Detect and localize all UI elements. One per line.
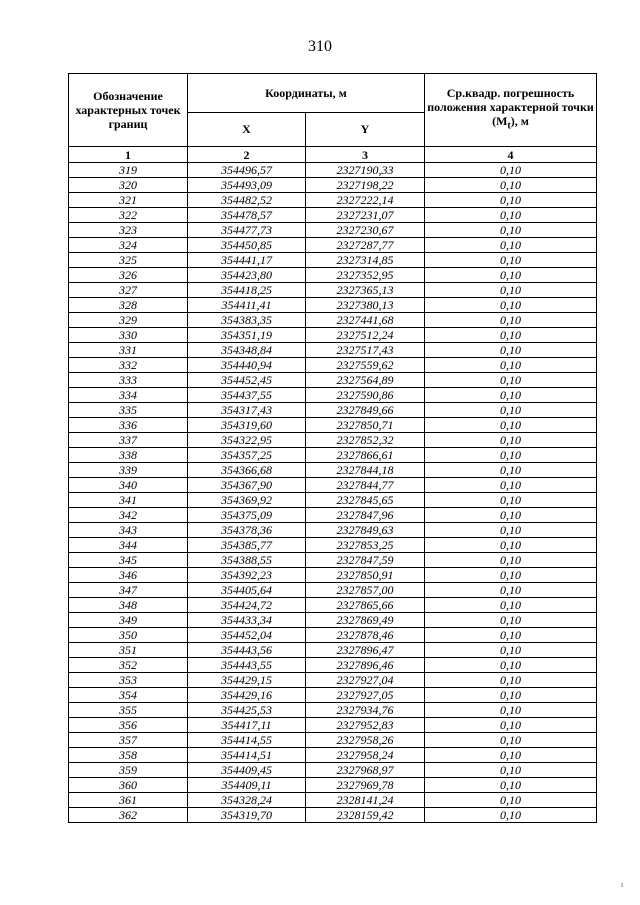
y-coordinate-cell: 2327314,85 [306, 253, 425, 268]
error-cell: 0,10 [425, 448, 597, 463]
y-coordinate-cell: 2327850,71 [306, 418, 425, 433]
error-cell: 0,10 [425, 703, 597, 718]
x-coordinate-cell: 354433,34 [188, 613, 306, 628]
y-coordinate-cell: 2327849,66 [306, 403, 425, 418]
point-number-cell: 328 [69, 298, 188, 313]
point-number-cell: 352 [69, 658, 188, 673]
table-row [69, 733, 597, 748]
error-cell: 0,10 [425, 283, 597, 298]
x-coordinate-cell: 354493,09 [188, 178, 306, 193]
y-coordinate-cell: 2327844,77 [306, 478, 425, 493]
table-row [69, 253, 597, 268]
y-coordinate-cell: 2327849,63 [306, 523, 425, 538]
error-cell: 0,10 [425, 808, 597, 823]
point-number-cell: 324 [69, 238, 188, 253]
table-row [69, 643, 597, 658]
error-cell: 0,10 [425, 553, 597, 568]
y-coordinate-cell: 2327352,95 [306, 268, 425, 283]
point-number-cell: 320 [69, 178, 188, 193]
coordinates-table [68, 73, 597, 823]
table-row [69, 493, 597, 508]
error-cell: 0,10 [425, 538, 597, 553]
x-coordinate-cell: 354411,41 [188, 298, 306, 313]
error-cell: 0,10 [425, 268, 597, 283]
y-coordinate-cell: 2327287,77 [306, 238, 425, 253]
table-row [69, 808, 597, 823]
point-number-cell: 361 [69, 793, 188, 808]
x-coordinate-cell: 354378,36 [188, 523, 306, 538]
x-coordinate-cell: 354482,52 [188, 193, 306, 208]
error-cell: 0,10 [425, 253, 597, 268]
table-row [69, 748, 597, 763]
x-coordinate-cell: 354351,19 [188, 328, 306, 343]
point-number-cell: 322 [69, 208, 188, 223]
y-coordinate-cell: 2327958,24 [306, 748, 425, 763]
error-cell: 0,10 [425, 658, 597, 673]
point-number-cell: 344 [69, 538, 188, 553]
x-coordinate-cell: 354423,80 [188, 268, 306, 283]
table-row [69, 628, 597, 643]
table-row [69, 163, 597, 178]
table-row [69, 613, 597, 628]
x-coordinate-cell: 354443,55 [188, 658, 306, 673]
x-coordinate-cell: 354369,92 [188, 493, 306, 508]
point-number-cell: 334 [69, 388, 188, 403]
error-cell: 0,10 [425, 388, 597, 403]
point-number-cell: 358 [69, 748, 188, 763]
error-cell: 0,10 [425, 328, 597, 343]
error-cell: 0,10 [425, 778, 597, 793]
y-coordinate-cell: 2327844,18 [306, 463, 425, 478]
table-row [69, 193, 597, 208]
x-coordinate-cell: 354409,11 [188, 778, 306, 793]
x-coordinate-cell: 354366,68 [188, 463, 306, 478]
point-number-cell: 351 [69, 643, 188, 658]
x-coordinate-cell: 354375,09 [188, 508, 306, 523]
x-coordinate-cell: 354496,57 [188, 163, 306, 178]
point-number-cell: 330 [69, 328, 188, 343]
column-number: 4 [425, 147, 597, 163]
table-row [69, 538, 597, 553]
y-coordinate-cell: 2327230,67 [306, 223, 425, 238]
error-cell: 0,10 [425, 418, 597, 433]
table-body [69, 163, 597, 823]
error-cell: 0,10 [425, 748, 597, 763]
table-row [69, 658, 597, 673]
point-number-cell: 329 [69, 313, 188, 328]
y-coordinate-cell: 2327934,76 [306, 703, 425, 718]
point-number-cell: 340 [69, 478, 188, 493]
coordinates-header: Координаты, м [188, 74, 425, 113]
x-coordinate-cell: 354385,77 [188, 538, 306, 553]
point-number-cell: 360 [69, 778, 188, 793]
x-coordinate-cell: 354322,95 [188, 433, 306, 448]
x-coordinate-cell: 354392,23 [188, 568, 306, 583]
edge-mark: ı [621, 880, 624, 889]
y-coordinate-cell: 2327896,47 [306, 643, 425, 658]
point-number-cell: 349 [69, 613, 188, 628]
x-coordinate-cell: 354417,11 [188, 718, 306, 733]
error-cell: 0,10 [425, 598, 597, 613]
x-coordinate-cell: 354478,57 [188, 208, 306, 223]
x-coordinate-cell: 354450,85 [188, 238, 306, 253]
x-coordinate-cell: 354452,45 [188, 373, 306, 388]
x-coordinate-cell: 354440,94 [188, 358, 306, 373]
error-cell: 0,10 [425, 358, 597, 373]
y-coordinate-cell: 2327857,00 [306, 583, 425, 598]
error-cell: 0,10 [425, 223, 597, 238]
x-coordinate-cell: 354429,15 [188, 673, 306, 688]
point-number-cell: 346 [69, 568, 188, 583]
error-cell: 0,10 [425, 568, 597, 583]
error-cell: 0,10 [425, 298, 597, 313]
point-number-cell: 319 [69, 163, 188, 178]
point-number-cell: 357 [69, 733, 188, 748]
error-cell: 0,10 [425, 523, 597, 538]
column-number: 1 [69, 147, 188, 163]
table-row [69, 268, 597, 283]
x-coordinate-cell: 354429,16 [188, 688, 306, 703]
x-header: X [188, 112, 306, 146]
y-coordinate-cell: 2327968,97 [306, 763, 425, 778]
y-coordinate-cell: 2327850,91 [306, 568, 425, 583]
y-coordinate-cell: 2327958,26 [306, 733, 425, 748]
x-coordinate-cell: 354414,55 [188, 733, 306, 748]
point-number-cell: 362 [69, 808, 188, 823]
table-row [69, 478, 597, 493]
error-cell: 0,10 [425, 733, 597, 748]
table-row [69, 403, 597, 418]
table-row [69, 523, 597, 538]
error-cell: 0,10 [425, 433, 597, 448]
x-coordinate-cell: 354414,51 [188, 748, 306, 763]
x-coordinate-cell: 354317,43 [188, 403, 306, 418]
y-coordinate-cell: 2328159,42 [306, 808, 425, 823]
point-number-cell: 335 [69, 403, 188, 418]
error-header-suffix: ), м [510, 114, 529, 129]
error-header-text: Ср.квадр. погрешность положения характерной точки (M [427, 86, 594, 129]
point-number-cell: 343 [69, 523, 188, 538]
point-number-cell: 341 [69, 493, 188, 508]
y-coordinate-cell: 2327847,96 [306, 508, 425, 523]
y-coordinate-cell: 2327847,59 [306, 553, 425, 568]
table-header [69, 74, 597, 163]
x-coordinate-cell: 354424,72 [188, 598, 306, 613]
error-cell: 0,10 [425, 763, 597, 778]
page-number: 310 [308, 38, 332, 55]
table-row [69, 553, 597, 568]
column-numbers-row [69, 147, 597, 163]
error-header-subscript: t [507, 120, 511, 132]
table-row [69, 508, 597, 523]
y-coordinate-cell: 2327852,32 [306, 433, 425, 448]
error-cell: 0,10 [425, 478, 597, 493]
y-coordinate-cell: 2328141,24 [306, 793, 425, 808]
point-number-cell: 326 [69, 268, 188, 283]
table-row [69, 223, 597, 238]
table-row [69, 418, 597, 433]
error-cell: 0,10 [425, 238, 597, 253]
x-coordinate-cell: 354425,53 [188, 703, 306, 718]
y-coordinate-cell: 2327865,66 [306, 598, 425, 613]
x-coordinate-cell: 354477,73 [188, 223, 306, 238]
error-cell: 0,10 [425, 493, 597, 508]
y-coordinate-cell: 2327853,25 [306, 538, 425, 553]
point-number-cell: 356 [69, 718, 188, 733]
table-row [69, 358, 597, 373]
point-number-cell: 353 [69, 673, 188, 688]
point-number-cell: 354 [69, 688, 188, 703]
y-coordinate-cell: 2327969,78 [306, 778, 425, 793]
point-number-cell: 338 [69, 448, 188, 463]
table-row [69, 763, 597, 778]
x-coordinate-cell: 354443,56 [188, 643, 306, 658]
x-coordinate-cell: 354367,90 [188, 478, 306, 493]
x-coordinate-cell: 354383,35 [188, 313, 306, 328]
table-row [69, 388, 597, 403]
table-row [69, 448, 597, 463]
y-coordinate-cell: 2327517,43 [306, 343, 425, 358]
y-coordinate-cell: 2327559,62 [306, 358, 425, 373]
x-coordinate-cell: 354388,55 [188, 553, 306, 568]
table-row [69, 238, 597, 253]
point-number-cell: 350 [69, 628, 188, 643]
y-coordinate-cell: 2327512,24 [306, 328, 425, 343]
point-number-cell: 348 [69, 598, 188, 613]
y-coordinate-cell: 2327896,46 [306, 658, 425, 673]
table-row [69, 328, 597, 343]
x-coordinate-cell: 354357,25 [188, 448, 306, 463]
error-cell: 0,10 [425, 208, 597, 223]
error-header [425, 74, 597, 147]
y-coordinate-cell: 2327878,46 [306, 628, 425, 643]
point-number-cell: 359 [69, 763, 188, 778]
y-coordinate-cell: 2327952,83 [306, 718, 425, 733]
y-coordinate-cell: 2327222,14 [306, 193, 425, 208]
table-row [69, 688, 597, 703]
y-coordinate-cell: 2327590,86 [306, 388, 425, 403]
y-coordinate-cell: 2327845,65 [306, 493, 425, 508]
y-header: Y [306, 112, 425, 146]
table-row [69, 703, 597, 718]
error-cell: 0,10 [425, 463, 597, 478]
x-coordinate-cell: 354452,04 [188, 628, 306, 643]
error-cell: 0,10 [425, 673, 597, 688]
column-number: 2 [188, 147, 306, 163]
error-cell: 0,10 [425, 343, 597, 358]
table-row [69, 208, 597, 223]
y-coordinate-cell: 2327869,49 [306, 613, 425, 628]
point-number-cell: 323 [69, 223, 188, 238]
table-row [69, 463, 597, 478]
point-number-cell: 339 [69, 463, 188, 478]
x-coordinate-cell: 354418,25 [188, 283, 306, 298]
error-cell: 0,10 [425, 643, 597, 658]
table-row [69, 718, 597, 733]
x-coordinate-cell: 354437,55 [188, 388, 306, 403]
error-cell: 0,10 [425, 163, 597, 178]
table-row [69, 778, 597, 793]
point-number-cell: 321 [69, 193, 188, 208]
error-cell: 0,10 [425, 718, 597, 733]
point-number-cell: 332 [69, 358, 188, 373]
y-coordinate-cell: 2327927,05 [306, 688, 425, 703]
y-coordinate-cell: 2327927,04 [306, 673, 425, 688]
point-number-cell: 337 [69, 433, 188, 448]
error-cell: 0,10 [425, 403, 597, 418]
table-row [69, 343, 597, 358]
y-coordinate-cell: 2327564,89 [306, 373, 425, 388]
error-cell: 0,10 [425, 508, 597, 523]
table-row [69, 583, 597, 598]
table-row [69, 313, 597, 328]
error-cell: 0,10 [425, 628, 597, 643]
table-row [69, 793, 597, 808]
point-number-cell: 355 [69, 703, 188, 718]
point-number-cell: 331 [69, 343, 188, 358]
table-row [69, 178, 597, 193]
error-cell: 0,10 [425, 313, 597, 328]
point-number-cell: 327 [69, 283, 188, 298]
x-coordinate-cell: 354328,24 [188, 793, 306, 808]
y-coordinate-cell: 2327198,22 [306, 178, 425, 193]
y-coordinate-cell: 2327441,68 [306, 313, 425, 328]
table-row [69, 598, 597, 613]
table-row [69, 433, 597, 448]
point-number-cell: 347 [69, 583, 188, 598]
point-designation-header: Обозначение характерных точек границ [69, 74, 188, 147]
point-number-cell: 345 [69, 553, 188, 568]
x-coordinate-cell: 354319,60 [188, 418, 306, 433]
y-coordinate-cell: 2327231,07 [306, 208, 425, 223]
error-cell: 0,10 [425, 178, 597, 193]
table-row [69, 298, 597, 313]
y-coordinate-cell: 2327380,13 [306, 298, 425, 313]
point-number-cell: 342 [69, 508, 188, 523]
x-coordinate-cell: 354409,45 [188, 763, 306, 778]
error-cell: 0,10 [425, 583, 597, 598]
point-number-cell: 333 [69, 373, 188, 388]
table-row [69, 373, 597, 388]
x-coordinate-cell: 354441,17 [188, 253, 306, 268]
point-number-cell: 325 [69, 253, 188, 268]
y-coordinate-cell: 2327190,33 [306, 163, 425, 178]
error-cell: 0,10 [425, 793, 597, 808]
x-coordinate-cell: 354405,64 [188, 583, 306, 598]
table-row [69, 283, 597, 298]
x-coordinate-cell: 354348,84 [188, 343, 306, 358]
table-row [69, 673, 597, 688]
error-cell: 0,10 [425, 613, 597, 628]
error-cell: 0,10 [425, 373, 597, 388]
x-coordinate-cell: 354319,70 [188, 808, 306, 823]
y-coordinate-cell: 2327365,13 [306, 283, 425, 298]
point-number-cell: 336 [69, 418, 188, 433]
error-cell: 0,10 [425, 193, 597, 208]
column-number: 3 [306, 147, 425, 163]
y-coordinate-cell: 2327866,61 [306, 448, 425, 463]
error-cell: 0,10 [425, 688, 597, 703]
table-row [69, 568, 597, 583]
